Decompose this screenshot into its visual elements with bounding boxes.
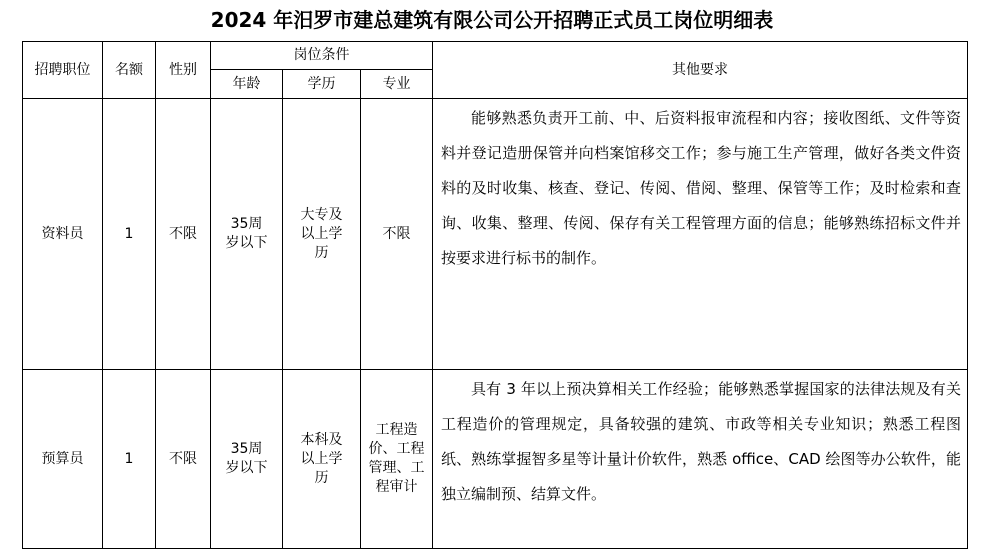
- cell-other-requirements: 能够熟悉负责开工前、中、后资料报审流程和内容；接收图纸、文件等资料并登记造册保管并向档案馆移交工作；参与施工生产管理，做好各类文件资料的及时收集、核查、登记、传阅、借阅、整理、保管等工作；及时检索和查询、收集、整理、传阅、保存有关工程管理方面的信息；能够熟练招标文件并按要求进行标书的制作。: [433, 99, 968, 370]
- cell-age: 35周岁以下: [211, 99, 283, 370]
- cell-gender: 不限: [156, 370, 211, 549]
- page-title: 2024 年汨罗市建总建筑有限公司公开招聘正式员工岗位明细表: [210, 8, 774, 32]
- header-other: 其他要求: [433, 42, 968, 99]
- header-gender: 性别: [156, 42, 211, 99]
- job-table: [22, 41, 968, 549]
- header-position: 招聘职位: [23, 42, 103, 99]
- header-count: 名额: [103, 42, 156, 99]
- cell-position: 预算员: [23, 370, 103, 549]
- table-row: [23, 370, 968, 549]
- header-row-top: [23, 42, 968, 70]
- cell-major: 工程造价、工程管理、工程审计: [361, 370, 433, 549]
- table-row: [23, 99, 968, 370]
- cell-other-requirements: 具有 3 年以上预决算相关工作经验；能够熟悉掌握国家的法律法规及有关工程造价的管理规定，具备较强的建筑、市政等相关专业知识；熟悉工程图纸、熟练掌握智多星等计量计价软件，熟悉 office、CAD 绘图等办公软件，能独立编制预、结算文件。: [433, 370, 968, 549]
- header-education: 学历: [283, 70, 361, 99]
- cell-count: 1: [103, 370, 156, 549]
- header-conditions: 岗位条件: [211, 42, 433, 70]
- header-age: 年龄: [211, 70, 283, 99]
- cell-position: 资料员: [23, 99, 103, 370]
- cell-age: 35周岁以下: [211, 370, 283, 549]
- cell-gender: 不限: [156, 99, 211, 370]
- cell-major: 不限: [361, 99, 433, 370]
- cell-count: 1: [103, 99, 156, 370]
- cell-education: 本科及以上学历: [283, 370, 361, 549]
- header-major: 专业: [361, 70, 433, 99]
- cell-education: 大专及以上学历: [283, 99, 361, 370]
